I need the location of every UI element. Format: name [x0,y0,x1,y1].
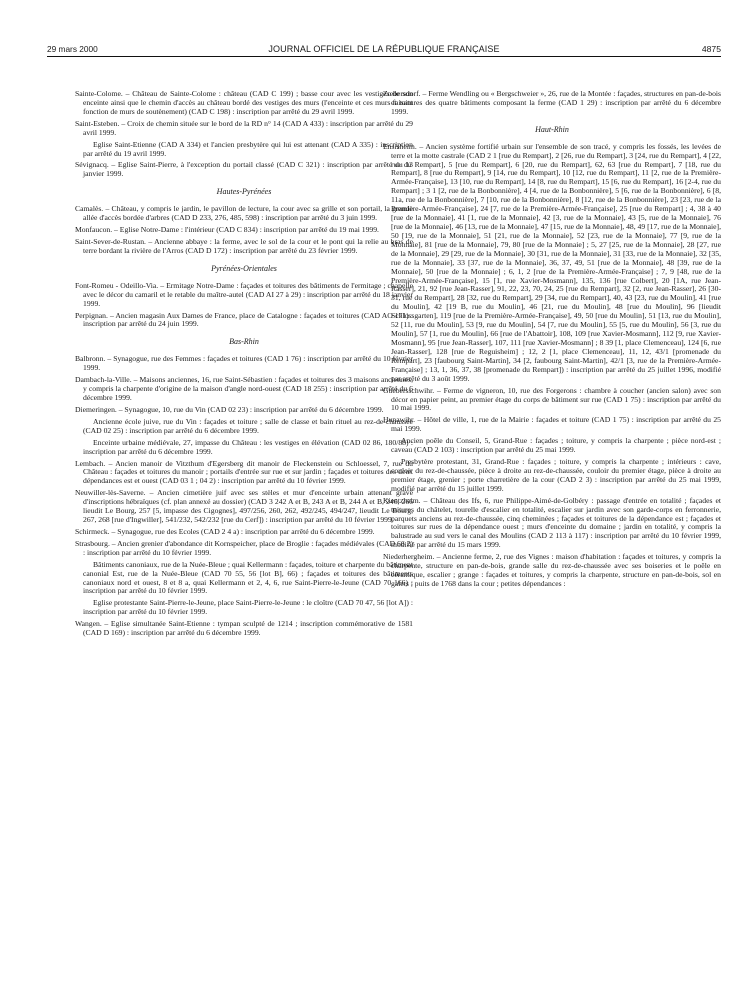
entry-paragraph: Eglise Saint-Etienne (CAD A 334) et l'ancien presbytère qui lui est attenant (CAD A 335) : inscription par arrêté du 19 avril 1999. [83,139,413,158]
entry-paragraph: Hunawihr. – Hôtel de ville, 1, rue de la Mairie : façades et toiture (CAD 1 75) : inscription par arrêté du 25 mai 1999. [383,415,721,434]
section-heading: Bas-Rhin [229,337,259,347]
entry-paragraph: Ancienne école juive, rue du Vin : façades et toiture ; salle de classe et bain rituel au rez-de-chaussée (CAD 02 25) : inscription par arrêté du 6 décembre 1999. [83,416,413,435]
entry-paragraph: Perpignan. – Ancien magasin Aux Dames de France, place de Catalogne : façades et toitures (CAD AO 171) : inscription par arrêté du 24 juin 1999. [75,310,413,329]
header-rule [47,56,721,57]
entry-paragraph: Kientzheim. – Château des Ifs, 6, rue Philippe-Aimé-de-Golbéry : passage d'entrée en totalité ; façades et toitures du châtelet, tourelle d'escalier en totalité, escalier sur jardin avec son garde-corps en ferronnerie, parquets anciens au rez-de-chaussée, cinq cheminées ; façades et toitures de la dépendance est ; façades et toitures sur rues de la dépendance ouest ; murs d'enceinte du domaine ; jardin en totalité, y compris la balustrade au sud vers le canal des Moulins (CAD 2 113 à 117) : inscription par arrêté du 10 février 1999, modifié par arrêté du 15 mars 1999. [383,495,721,550]
entry-paragraph: Strasbourg. – Ancien grenier d'abondance dit Kornspeicher, place de Broglie : façades médiévales (CAD 66 2) : inscription par arrêté du 10 février 1999. [75,538,413,557]
entry-paragraph: Balbronn. – Synagogue, rue des Femmes : façades et toitures (CAD 1 76) : inscription par arrêté du 10 février 1999. [75,354,413,373]
right-column [383,90,721,592]
entry-paragraph: Sainte-Colome. – Château de Sainte-Colome : château (CAD C 199) ; basse cour avec les vestiges de son enceinte ainsi que le chemin d'accès au château bordé des vestiges des murs (l'enceinte et ces murs faisant fonction de murs de soutènement) (CAD C 198) : inscription par arrêté du 29 avril 1999. [75,89,413,116]
entry-paragraph: Saint-Sever-de-Rustan. – Ancienne abbaye : la ferme, avec le sol de la cour et le pont qui la relie au bras de terre bordant la rivière de l'Arros (CAD D 172) : inscription par arrêté du 23 février 1999. [75,236,413,255]
entry-paragraph: Diemeringen. – Synagogue, 10, rue du Vin (CAD 02 23) : inscription par arrêté du 6 décembre 1999. [75,404,384,414]
entry-paragraph: Niederhergheim. – Ancienne ferme, 2, rue des Vignes : maison d'habitation : façades et toitures, y compris la charpente, structure en pan-de-bois, grande salle du rez-de-chaussée avec ses boiseries et le poêle en céramique, escalier ; grange : façades et toitures, y compris la charpente, structure en pan-de-bois, sol en galets ; puits de 1768 dans la cour ; petites dépendances : [383,552,721,589]
left-column [75,90,413,641]
section-heading: Haut-Rhin [535,124,569,134]
entry-paragraph: Monfaucon. – Eglise Notre-Dame : l'intérieur (CAD C 834) : inscription par arrêté du 19 mai 1999. [75,225,379,235]
entry-paragraph: Presbytère protestant, 31, Grand-Rue : façades ; toiture, y compris la charpente ; intérieurs : cave, couloir du rez-de-chaussée, pièce à droite au rez-de-chaussée, couloir du premier étage, pièce à droite au premier étage, grenier ; porte charretière de la cour (CAD 2 3) : inscription par arrêté du 25 mai 1999, modifié par arrêté du 15 juillet 1999. [391,457,721,493]
header-page-number: 4875 [701,44,721,54]
entry-paragraph: Guebersschwihr. – Ferme de vigneron, 10, rue des Forgerons : chambre à coucher (ancien salon) avec son décor en papier peint, au premier étage du corps de bâtiment sur rue (CAD 1 75) : inscription par arrêté du 10 mai 1999. [383,385,721,413]
entry-paragraph: Font-Romeu - Odeillo-Via. – Ermitage Notre-Dame : façades et toitures des bâtiments de l'ermitage ; chapelle avec le décor du camaril et le retable du maître-autel (CAD AI 27 à 29) : inscription par arrêté du 18 janvier 1999. [75,280,413,308]
entry-paragraph: Ancien poêle du Conseil, 5, Grand-Rue : façades ; toiture, y compris la charpente ; pièce nord-est ; caveau (CAD 2 103) : inscription par arrêté du 25 mai 1999. [391,436,721,455]
entry-paragraph: Camalès. – Château, y compris le jardin, le pavillon de lecture, la cour avec sa grille et son portail, la grande allée d'accès bordée d'arbres (CAD D 233, 276, 485, 598) : inscription par arrêté du 3 juin 1999. [75,204,413,223]
section-heading: Hautes-Pyrénées [216,187,272,197]
entry-paragraph: Saint-Esteben. – Croix de chemin située sur le bord de la RD n° 14 (CAD A 433) : inscription par arrêté du 29 avril 1999. [75,118,413,137]
section-heading: Pyrénées-Orientales [211,263,277,273]
entry-paragraph: Ensisheim. – Ancien système fortifié urbain sur l'ensemble de son tracé, y compris les fossés, les levées de terre et la motte castrale (CAD 2 1 [rue du Rempart], 2 [26, rue du Rempart], 3 [24, rue du Rempart], 4 [22, rue du Rempart], 5 [rue du Rempart], 6 [20, rue du Rempart], 62, 63 [rue du Rempart], 7 [18, rue du Rempart], 8 [rue du Rempart], 9 [14, rue du Rempart], 10 [12, rue du Rempart], 11 [2, rue de la Première-Armée-Française], 13 [10, rue du Rempart], 14 [8, rue du Rempart], 15 [6, rue du Rempart], 16 [2-4, rue du Rempart] ; 3 1 [2, rue de la Bonbonnière], 4 [4, rue de la Bonbonnière], 5 [6, rue de la Bonbonnière], 6 [8, 11a, rue de la Bonbonnière], 7 [10, rue de la Bonbonnière], 8 [12, rue de la Bonbonnière], 23 [23, rue de la Première-Armée-Française], 24 [7, rue de la Première-Armée-Française], 25 [rue du Rempart] ; 4, 38 à 40 [rue de la Monnaie], 41 [1, rue de la Monnaie], 42 [3, rue de la Monnaie], 43 [5, rue de la Monnaie], 76 [rue de la Monnaie], 46 [13, rue de la Monnaie], 47 [15, rue de la Monnaie], 48, 49 [17, rue de la Monnaie], 50 [19, rue de la Monnaie], 51 [21, rue de la Monnaie], 52 [23, rue de la Monnaie], 77 [9, rue de la Monnaie], 81 [rue de la Monnaie], 79, 80 [rue de la Monnaie] ; 5, 27 [25, rue de la Monnaie], 28 [27, rue de la Monnaie], 29 [29, rue de la Monnaie], 30 [31, rue de la Monnaie], 31 [33, rue de la Monnaie], 32 [35, rue de la Monnaie], 33 [37, rue de la Monnaie], 36, 37, 49, 51 [rue de la Monnaie], 48 [39, rue de la Monnaie], 50 [rue de la Monnaie] ; 6, 1, 2 [rue de la Première-Armée-Française] ; 7, 9 [48, rue de la Première-Armée-Française], 15 [1, rue Xavier-Mosmann], 135, 136 [rue Colbert], 20 [1A, rue Jean-Rasser], 21, 92 [rue Jean-Rasser], 91, 22, 23, 70, 24, 25 [rue du Rempart], 32 [2, rue Jean-Rasser], 26 [30-31, rue du Rempart], 28 [32, rue du Rempart], 29 [34, rue du Rempart], 40, 43 [23, rue du Moulin], 41 [rue du Moulin], 42 [19 B, rue du Moulin], 46 [21, rue du Moulin], 48 [rue du Moulin], 96 [lieudit Schlossgarten], 119 [rue de la Première-Armée-Française], 49, 50 [rue du Moulin], 51 [13, rue du Moulin], 52 [11, rue du Moulin], 53 [9, rue du Moulin], 54 [7, rue du Moulin], 55 [5, rue du Moulin], 56 [3, rue du Moulin], 57 [1, rue du Moulin], 66 [rue de l'Abattoir], 108, 109 [rue Xavier-Mosmann], 112 [9, rue Xavier-Mosmann], 95 [rue Jean-Rasser], 107, 111 [rue Xavier-Mosmann] ; 8 39 [1, place Clemenceau], 124 [6, rue Jean-Rasser], 128 [rue de Reguisheim] ; 12, 2 [1, place Clemenceau], 11, 12, 43/1 [promenade du Rempart], 23 [faubourg Saint-Martin], 34 [2, faubourg Saint-Martin], 42/1 [3, rue de la Première-Armée-Française] ; 13, 1, 36, 37, 38 [promenade du Rempart]) : inscription par arrêté du 25 juillet 1996, modifié par arrêté du 3 août 1999. [383,141,721,383]
entry-paragraph: Neuwiller-lès-Saverne. – Ancien cimetière juif avec ses stèles et mur d'enceinte urbain attenant gravé d'inscriptions hébraïques (cf. plan annexé au dossier) (CAD 3 242 A et B, 243 A et B, 244 A et B, 246, 266 lieudit Le Bourg, 257 [5, impasse des Cigognes], 497/256, 260, 262, 492/245, 494/247, lieudit Le Bourg, 267, 268 [rue d'Ingwiller], 541/232, 542/232 [rue du Cerf]) : inscription par arrêté du 10 février 1999. [75,488,413,525]
entry-paragraph: Zœbersdorf. – Ferme Wendling ou « Bergschweier », 26, rue de la Montée : façades, structures en pan-de-bois et toitures des quatre bâtiments composant la ferme (CAD 1 29) : inscription par arrêté du 6 décembre 1999. [383,89,721,116]
entry-paragraph: Wangen. – Eglise simultanée Saint-Etienne : tympan sculpté de 1214 ; inscription commémorative de 1581 (CAD D 169) : inscription par arrêté du 6 décembre 1999. [75,619,413,638]
entry-paragraph: Bâtiments canoniaux, rue de la Nuée-Bleue ; quai Kellermann : façades, toiture et charpente du bâtiment canonial Est, rue de la Nuée-Bleue (CAD 70 55, 56 [lot B], 66) ; façades et toitures des bâtiments canoniaux nord et ouest, 8 et 8 a, quai Kellermann et 2, 4, 6, rue Saint-Pierre-le-Jeune (CAD 70 166) : inscription par arrêté du 10 février 1999. [83,559,413,596]
entry-paragraph: Lembach. – Ancien manoir de Vitzthum d'Egersberg dit manoir de Fleckenstein ou Schloessel, 7, rue du Château : façades et toitures du manoir ; portails d'entrée sur rue et sur jardin ; façades et toitures des deux dépendances est et ouest (CAD 03 1 ; 04 2) : inscription par arrêté du 10 février 1999. [75,458,413,486]
entry-paragraph: Dambach-la-Ville. – Maisons anciennes, 16, rue Saint-Sébastien : façades et toitures des 3 maisons anciennes, y compris la charpente d'origine de la maison d'angle nord-ouest (CAD 18 255) : inscription par arrêté du 6 décembre 1999. [75,375,413,402]
header-date: 29 mars 2000 [47,44,98,54]
entry-paragraph: Schirmeck. – Synagogue, rue des Ecoles (CAD 2 4 a) : inscription par arrêté du 6 décembre 1999. [75,526,375,536]
header-journal-title: JOURNAL OFFICIEL DE LA RÉPUBLIQUE FRANÇAISE [268,44,500,54]
entry-paragraph: Enceinte urbaine médiévale, 27, impasse du Château : les vestiges en élévation (CAD 02 86, 180/88) : inscription par arrêté du 6 décembre 1999. [83,437,413,456]
entry-paragraph: Sévignacq. – Eglise Saint-Pierre, à l'exception du portail classé (CAD C 321) : inscription par arrêté du 13 janvier 1999. [75,160,413,179]
entry-paragraph: Eglise protestante Saint-Pierre-le-Jeune, place Saint-Pierre-le-Jeune : le cloître (CAD 70 47, 56 [lot A]) : inscription par arrêté du 10 février 1999. [83,598,413,617]
